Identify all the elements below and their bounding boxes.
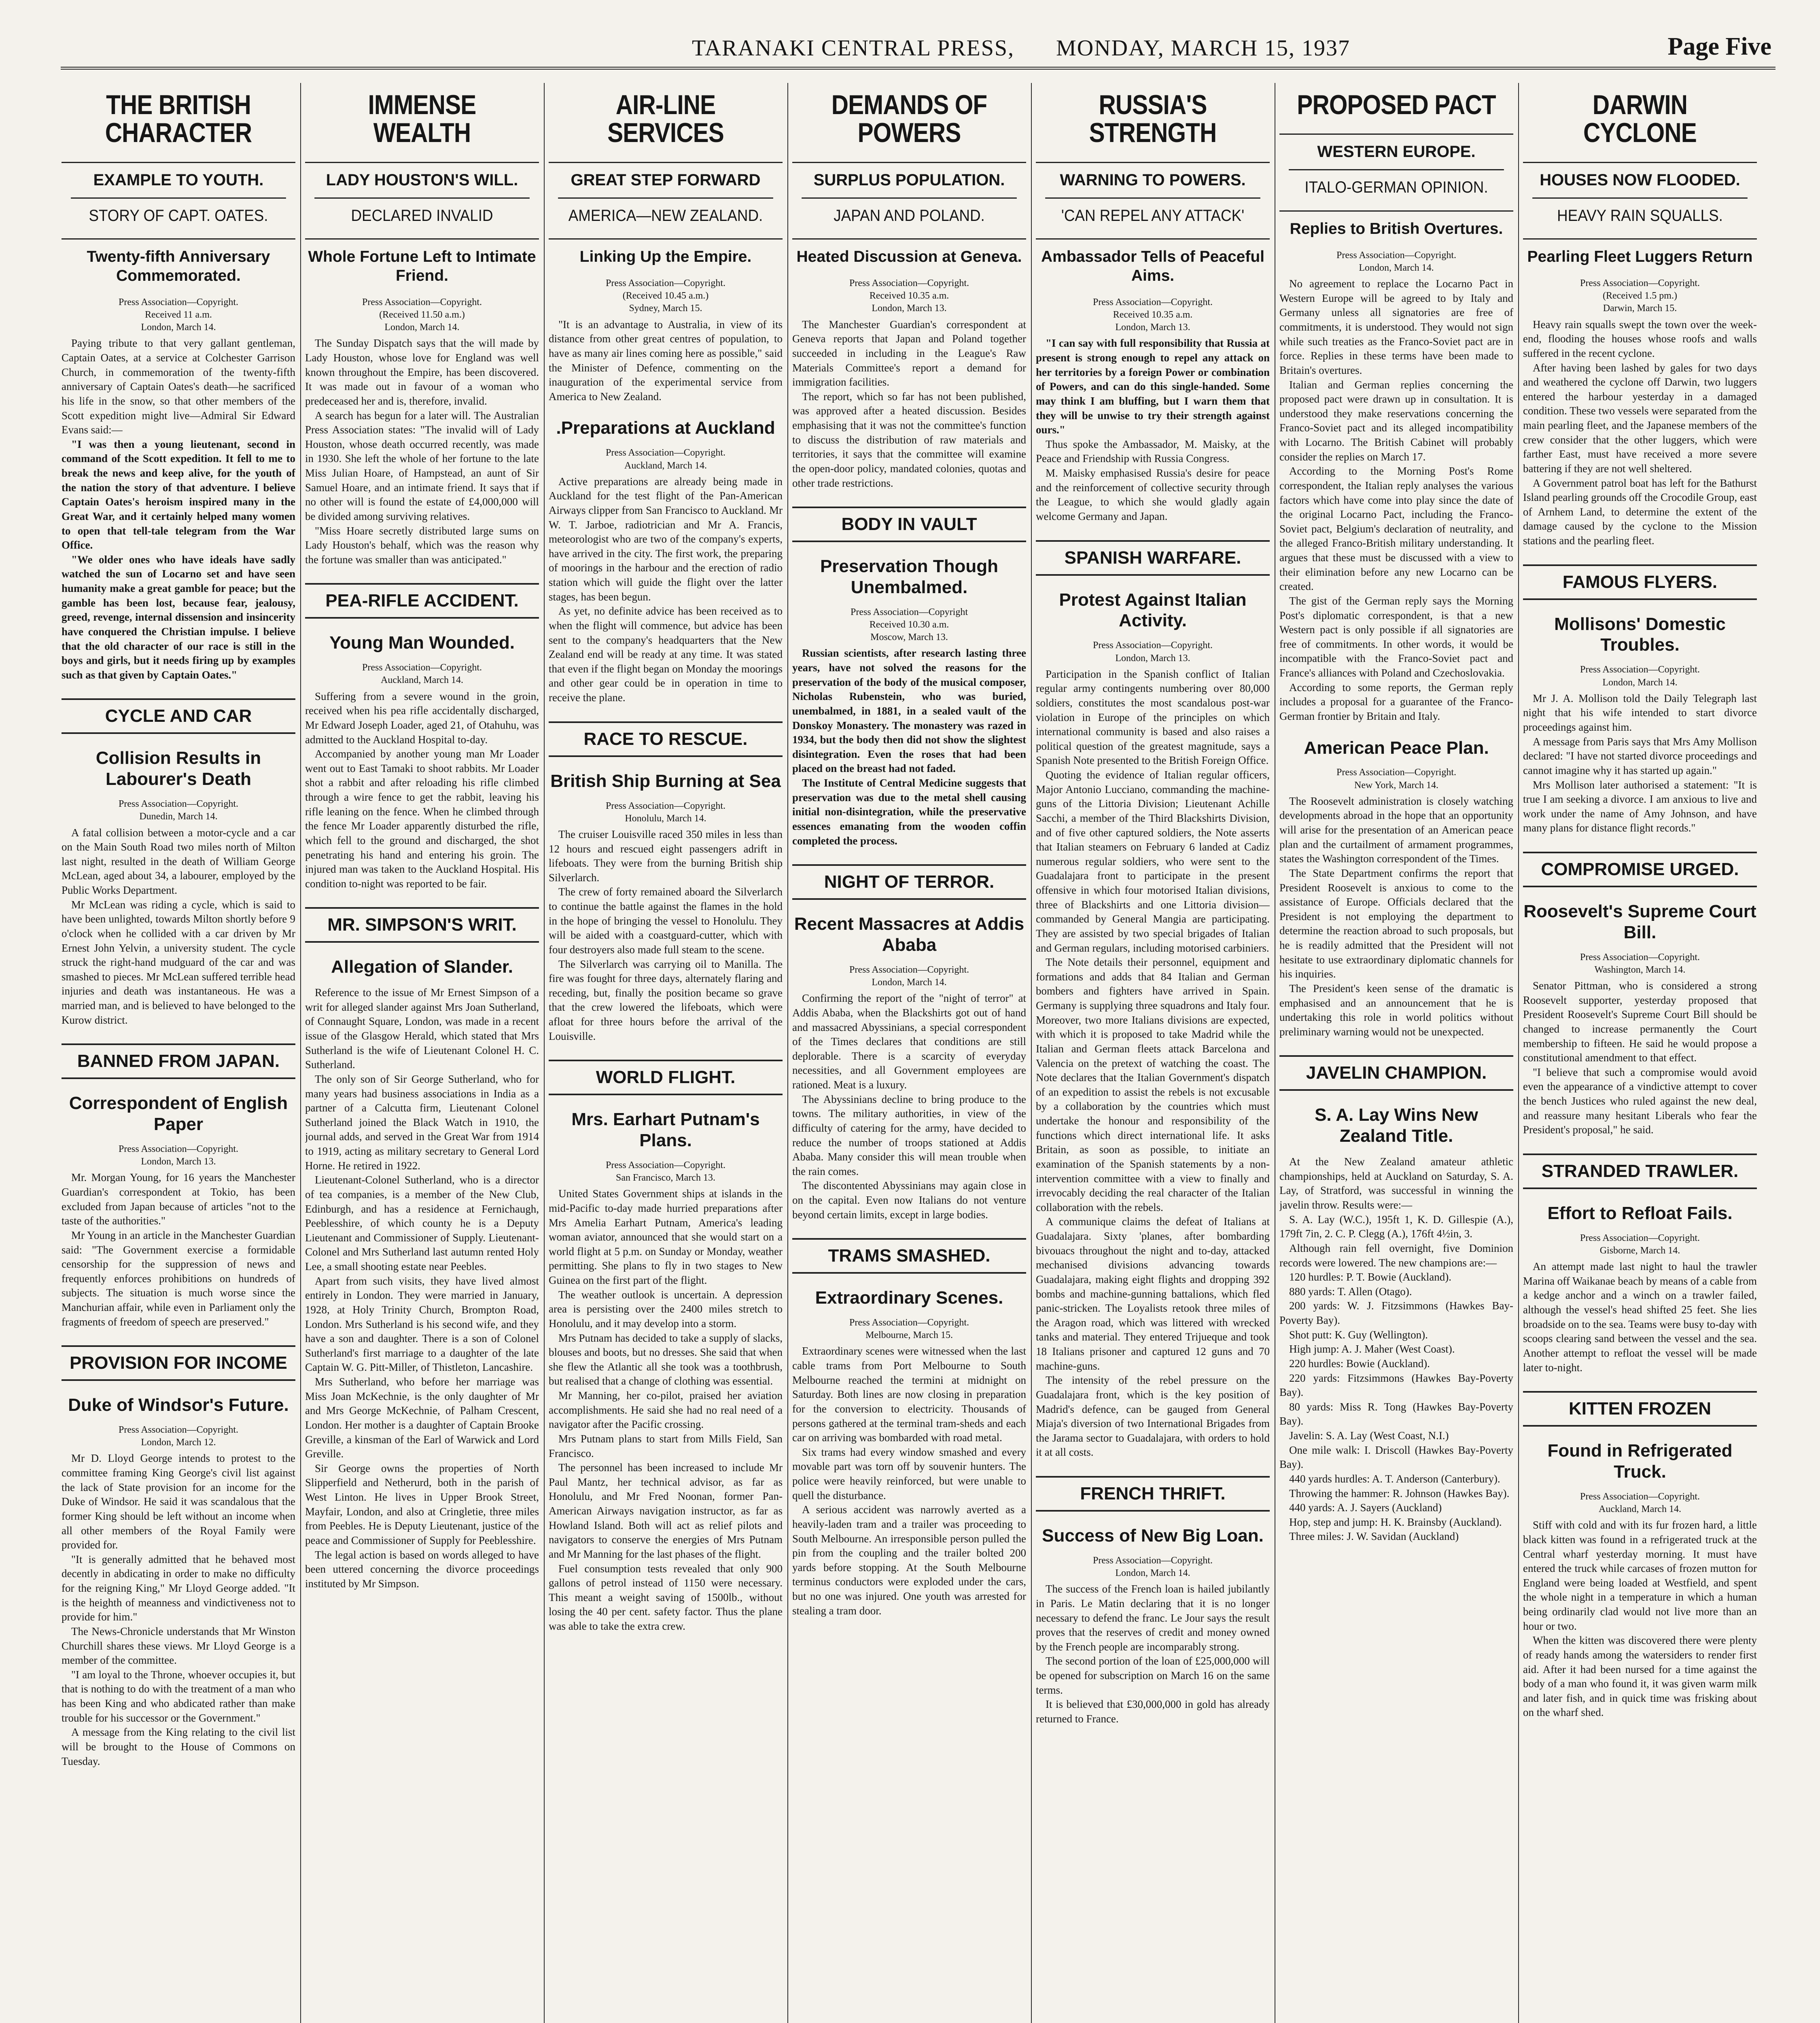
story-paragraph: The cruiser Louisville raced 350 miles in less than 12 hours and rescued eight passengers adrift in lifeboats. They were from the burning British ship Silverlarch.	[549, 828, 783, 884]
story-paragraph: "I was then a young lieutenant, second in command of the Scott expedition. It fell to me to break the news and keep alive, for the youth of the nation the story of that adventure. I believe Captain Oates's heroism inspired many in the Great War, and it certainly helped many women to open that tell-tale telegram from the War Office.	[62, 438, 295, 551]
story-kicker: RACE TO RESCUE.	[549, 721, 783, 757]
story-paragraph: The Note details their personnel, equipment and formations and adds that 84 Italian and German bombers and fighters have arrived in Spain. Germany is supplying three squadrons and Italy four. Moreover, two more Italians divisions are expected, with which it is proposed to take Madrid while the Italian and German fleets attack Barcelona and Valencia on the pretext of watching the coast. The Note declares that the Italian Government's dispatch of an expedition to assist the rebels is not excusable by a collaboration by the countries which must undertake the honour and responsibility of the functions which direct international life. It asks Britain, as soon as possible, to initiate an examination of the Spanish statements by a non-intervention committee with a view to finally and irrevocably deciding the real character of the Italian collaboration with the rebels.	[1036, 956, 1270, 1213]
story-headline: Collision Results in Labourer's Death	[95, 748, 261, 789]
story-paragraph: Thus spoke the Ambassador, M. Maisky, at the Peace and Friendship with Russia Congress.	[1036, 438, 1270, 465]
column-3	[549, 83, 783, 2023]
story-paragraph: Throwing the hammer: R. Johnson (Hawkes Bay).	[1289, 1487, 1510, 1499]
story-paragraph: The discontented Abyssinians may again close in on the capital. Even now Italians do not venture beyond certain limits, except in large bodies.	[792, 1179, 1026, 1221]
story-paragraph: The Institute of Central Medicine suggests that preservation was due to the metal shell causing initial non-disintegration, while the preservative essences emanating from the wooden coffin completed the process.	[792, 777, 1026, 847]
story-paragraph: The success of the French loan is hailed jubilantly in Paris. Le Matin declaring that it is no longer necessary to defend the franc. Le Jour says the result proves that the reserves of credit and money owned by the French people are incomparably strong.	[1036, 1583, 1270, 1653]
story-paragraph: The Manchester Guardian's correspondent at Geneva reports that Japan and Poland together succeeded in including in the League's Raw Materials Committee's report a demand for immigration facilities.	[792, 318, 1026, 388]
dateline-line: Press Association—Copyright.	[1580, 1232, 1700, 1243]
lead-headline: IMMENSE WEALTH	[368, 89, 476, 148]
story-paragraph: After having been lashed by gales for two days and weathered the cyclone off Darwin, two luggers entered the harbour yesterday in a damaged condition. These two vessels were separated from the main pearling fleet, and the Japanese members of the crew consider that the other luggers, which were farther East, must have received a more severe battering if they are not well sheltered.	[1523, 361, 1757, 475]
deck-heading: JAPAN AND POLAND.	[802, 197, 1017, 233]
dateline-line: Press Association—Copyright.	[1336, 767, 1456, 778]
column-7	[1523, 83, 1757, 2023]
dateline	[1523, 1232, 1757, 1257]
dateline	[1523, 277, 1757, 315]
column-1	[62, 83, 295, 2023]
paper-name: TARANAKI CENTRAL PRESS,	[692, 36, 1015, 61]
story-paragraph: The report, which so far has not been published, was approved after a heated discussion. Besides emphasising that it was not the committee's function to discuss the distribution of raw materials and territories, it says that the committee will examine the open-door policy, mandated colonies, quotas and other trade restrictions.	[792, 390, 1026, 489]
story-kicker: WORLD FLIGHT.	[549, 1060, 783, 1095]
dateline-line: Press Association—Copyright.	[605, 800, 725, 811]
dateline	[62, 1424, 295, 1449]
dateline	[1523, 1491, 1757, 1516]
dateline-line: London, March 14.	[141, 322, 216, 333]
dateline-line: Press Association—Copyright.	[1336, 250, 1456, 261]
column-rule	[544, 83, 545, 2023]
story-paragraph: Apart from such visits, they have lived almost entirely in London. They were married in January, 1928, at Holy Trinity Church, Brompton Road, London. Mrs Sutherland is his second wife, and they have a son and daughter. There is a son of Colonel Sutherland's first marriage to a daughter of the late Captain W. G. Pitt-Miller, of Thistleton, Lancashire.	[305, 1274, 539, 1374]
deck-subheading: Twenty-fifth Anniversary Commemorated.	[62, 238, 295, 286]
story-headline: Mollisons' Domestic Troubles.	[1554, 614, 1726, 655]
story-paragraph: 220 hurdles: Bowie (Auckland).	[1289, 1357, 1430, 1370]
story-headline: Correspondent of English Paper	[69, 1093, 288, 1134]
story-paragraph: Stiff with cold and with its fur frozen hard, a little black kitten was found in a refrigerated truck at the Central wharf yesterday morning. It must have entered the truck while carcases of frozen mutton for England were being loaded at Westfield, and spent the whole night in a temperature in which a human being ordinarily clad would not live more than an hour or two.	[1523, 1519, 1757, 1632]
story-paragraph: The second portion of the loan of £25,000,000 will be opened for subscription on March 16 on the same terms.	[1036, 1655, 1270, 1696]
story-paragraph: As yet, no definite advice has been received as to when the flight will commence, but advice has been sent to the company's headquarters that the New Zealand end will be ready at any time. It was stated that even if the flight began on Monday the moorings and other gear could be in operation in time to receive the plane.	[549, 605, 783, 704]
dateline-line: Press Association—Copyright.	[118, 799, 238, 810]
story-paragraph: The weather outlook is uncertain. A depression area is persisting over the 2400 miles stretch to Honolulu, and it may develop into a storm.	[549, 1288, 783, 1330]
story-kicker: NIGHT OF TERROR.	[792, 864, 1026, 900]
column-rule	[787, 83, 788, 2023]
dateline-line: Press Association—Copyright.	[605, 1160, 725, 1171]
dateline-line: (Received 11.50 a.m.)	[379, 310, 465, 320]
deck-heading: EXAMPLE TO YOUTH.	[62, 162, 295, 197]
deck-heading: GREAT STEP FORWARD	[549, 162, 783, 197]
dateline-line: London, March 12.	[141, 1437, 216, 1448]
lead-headline: AIR-LINE SERVICES	[607, 89, 724, 148]
deck-subheading: Heated Discussion at Geneva.	[792, 238, 1026, 267]
story-paragraph: A search has begun for a later will. The Australian Press Association states: "The invalid will of Lady Houston, whose death occurred recently, was made in 1930. She left the whole of her fortune to the late Miss Julian Hoare, of Hampstead, an aunt of Sir Samuel Hoare, and an intimate friend. It says that if no other will is found the estate of £4,000,000 will be divided among surviving relatives.	[305, 409, 539, 522]
lead-headline: RUSSIA'S STRENGTH	[1089, 89, 1217, 148]
dateline	[1523, 951, 1757, 976]
dateline-line: Press Association—Copyright.	[118, 1425, 238, 1436]
story-paragraph: At the New Zealand amateur athletic championships, held at Auckland on Saturday, S. A. Lay, of Stratford, was successful in winning the javelin throw. Results were:—	[1279, 1156, 1513, 1211]
deck-heading: DECLARED INVALID	[314, 197, 530, 233]
story-kicker: PROVISION FOR INCOME	[62, 1345, 295, 1381]
deck-heading: WARNING TO POWERS.	[1036, 162, 1270, 197]
story-paragraph: Participation in the Spanish conflict of Italian regular army contingents numbering over 80,000 soldiers, constitutes the most scandalous post-war violation in Europe of the principles on which international community is based and also raises a political question of the greatest magnitude, says a Spanish Note presented to the British Foreign Office.	[1036, 668, 1270, 767]
deck-heading: LADY HOUSTON'S WILL.	[305, 162, 539, 197]
story-paragraph: 120 hurdles: P. T. Bowie (Auckland).	[1289, 1271, 1451, 1283]
story-paragraph: The News-Chronicle understands that Mr Winston Churchill shares these views. Mr Lloyd George is a member of the committee.	[62, 1625, 295, 1667]
story-headline: .Preparations at Auckland	[556, 418, 775, 438]
dateline	[62, 798, 295, 823]
story-paragraph: The legal action is based on words alleged to have been uttered concerning the divorce proceedings instituted by Mr Simpson.	[305, 1548, 539, 1590]
story-paragraph: Mr McLean was riding a cycle, which is said to have been unlighted, towards Milton shortly before 9 o'clock when he collided with a car driven by Mr Ernest John Yelvin, a university student. The cycle struck the right-hand mudguard of the car and was smashed to pieces. Mr McLean suffered terrible head injuries and death was instantaneous. He was a married man, and is believed to have belonged to the Kurow district.	[62, 898, 295, 1026]
dateline-line: Sydney, March 15.	[629, 303, 702, 314]
dateline	[305, 662, 539, 687]
story-paragraph: Russian scientists, after research lasting three years, have not solved the reasons for the preservation of the body of the musical composer, Nicholas Rubenstein, who was buried, unembalmed, in 1881, in a sealed vault of the Donskoy Monastery. The monastery was razed in 1934, but the body then did not show the slightest disintegration. Even the roses that had been placed on the breast had not faded.	[792, 647, 1026, 775]
story-paragraph: "Miss Hoare secretly distributed large sums on Lady Houston's behalf, which was the reason why the fortune was smaller than was anticipated."	[305, 524, 539, 566]
story-paragraph: 80 yards: Miss R. Tong (Hawkes Bay-Poverty Bay).	[1279, 1400, 1513, 1427]
dateline-line: San Francisco, March 13.	[616, 1173, 715, 1183]
dateline-line: Press Association—Copyright.	[1092, 640, 1213, 651]
story-paragraph: United States Government ships at islands in the mid-Pacific to-day made hurried preparations after Mrs Amelia Earhart Putnam, America's leading woman aviator, announced that she would start on a world flight at 5 p.m. on Sunday or Monday, weather permitting. She plans to fly in two stages to New Guinea on the first part of the flight.	[549, 1188, 783, 1287]
deck-heading: AMERICA—NEW ZEALAND.	[558, 197, 773, 233]
story-paragraph: The crew of forty remained aboard the Silverlarch to continue the battle against the flames in the hold in the hope of bringing the vessel to Honolulu. They will be aided with a coastguard-cutter, which with four destroyers also made full steam to the scene.	[549, 886, 783, 956]
dateline-line: Auckland, March 14.	[1599, 1504, 1681, 1515]
story-paragraph: Confirming the report of the "night of terror" at Addis Ababa, when the Blackshirts got out of hand and massacred Abyssinians, a special correspondent of the Times declares that conditions are still deplorable. There is a scarcity of everyday necessities, and all Government employees are rationed. Meat is a luxury.	[792, 992, 1026, 1091]
story-paragraph: Mr Young in an article in the Manchester Guardian said: "The Government exercise a formidable censorship for the suppression of news and frequently enforces prohibitions on hundreds of subjects. The situation is much worse since the Manchurian affair, while even in Parliament only the fragments of freedom of speech are preserved."	[62, 1229, 295, 1328]
dateline-line: Received 10.30 a.m.	[869, 619, 949, 630]
story-paragraph: Paying tribute to that very gallant gentleman, Captain Oates, at a service at Colchester Garrison Church, in commemoration of the twenty-fifth anniversary of Captain Oates's death—he sacrificed his life in the snow, so that other members of the Scott expedition might live—Admiral Sir Edward Evans said:—	[62, 337, 295, 436]
deck-subheading: Ambassador Tells of Peaceful Aims.	[1036, 238, 1270, 286]
deck-heading: STORY OF CAPT. OATES.	[71, 197, 286, 233]
story-paragraph: "I believe that such a compromise would avoid even the appearance of a vindictive attempt to cover the bench Justices who ruled against the new deal, and reassure many hesitant Liberals who fear the President's proposal," he said.	[1523, 1066, 1757, 1136]
story-paragraph: The State Department confirms the report that President Roosevelt is anxious to come to the assistance of Europe. Officials declared that the President is not employing the department to determine the reaction abroad to such proposals, but he is readily admitted that the President will not hesitate to use extraordinary diplomatic channels for his inquiries.	[1279, 867, 1513, 980]
story-paragraph: The Silverlarch was carrying oil to Manilla. The fire was fought for three days, alternately flaring and receding, but, finally the position became so grave that the crew lowered the lifeboats, which were afloat for three hours before the arrival of the Louisville.	[549, 958, 783, 1042]
dateline-line: Gisborne, March 14.	[1599, 1245, 1680, 1256]
dateline-line: Press Association—Copyright.	[1092, 1555, 1213, 1566]
story-paragraph: A Government patrol boat has left for the Bathurst Island pearling grounds off the Crocodile Group, east of Arnhem Land, to determine the extent of the damage caused by the cyclone to the Mission stations and the pearling fleet.	[1523, 477, 1757, 547]
story-paragraph: "It is an advantage to Australia, in view of its distance from other great centres of population, to have as many air lines coming here as possible," said the Minister of Defence, commenting on the inauguration of the experimental service from America to New Zealand.	[549, 318, 783, 403]
dateline-line: Press Association—Copyright.	[362, 297, 482, 307]
story-paragraph: Mr J. A. Mollison told the Daily Telegraph last night that his wife intended to start divorce proceedings against him.	[1523, 692, 1757, 734]
story-kicker: STRANDED TRAWLER.	[1523, 1154, 1757, 1189]
dateline-line: New York, March 14.	[1354, 780, 1438, 791]
story-paragraph: M. Maisky emphasised Russia's desire for peace and the reinforcement of collective security through the League, to which she would gladly again welcome Germany and Japan.	[1036, 467, 1270, 522]
dateline-line: (Received 1.5 pm.)	[1603, 291, 1677, 301]
story-headline: British Ship Burning at Sea	[550, 771, 781, 791]
story-paragraph: The gist of the German reply says the Morning Post's diplomatic correspondent, is that a new Western pact is only possible if all signatories are free of commitments. In other words, it would be incompatible with the Franco-Soviet pact and France's alliances with Poland and Czechoslovakia.	[1279, 594, 1513, 679]
dateline-line: Press Association—Copyright	[850, 606, 968, 617]
dateline-line: Dunedin, March 14.	[139, 811, 218, 822]
dateline-line: Press Association—Copyright.	[605, 278, 725, 289]
deck-heading: HOUSES NOW FLOODED.	[1523, 162, 1757, 197]
masthead	[61, 30, 1775, 70]
column-4	[792, 83, 1026, 2023]
dateline	[305, 296, 539, 334]
dateline	[792, 277, 1026, 315]
dateline-line: Press Association—Copyright.	[1580, 952, 1700, 963]
deck-subheading: Replies to British Overtures.	[1279, 210, 1513, 239]
story-paragraph: A message from the King relating to the civil list will be brought to the House of Commons on Tuesday.	[62, 1726, 295, 1767]
lead-headline: DEMANDS OF POWERS	[831, 89, 987, 148]
story-paragraph: The Abyssinians decline to bring produce to the towns. The military authorities, in view of the difficulty of catering for the army, have decided to reduce the number of troops stationed at Addis Ababa. Many consider this will mean trouble when the rain comes.	[792, 1093, 1026, 1177]
dateline	[1036, 1554, 1270, 1580]
deck-subheading: Linking Up the Empire.	[549, 238, 783, 267]
story-kicker: MR. SIMPSON'S WRIT.	[305, 907, 539, 943]
story-paragraph: A communique claims the defeat of Italians at Guadalajara. Sixty 'planes, after bombarding bivouacs throughout the night and to-day, attacked mechanised divisions advancing towards Guadalajara, making eight flights and dropping 392 bombs and machine-gunning battalions, which fled panic-stricken. The Loyalists retook three miles of the Aragon road, which was littered with wrecked tanks and material. They entered Trijueque and took 18 Italians prisoner and captured 12 guns and 70 machine-guns.	[1036, 1215, 1270, 1372]
dateline-line: Received 11 a.m.	[145, 310, 212, 320]
dateline-line: (Received 10.45 a.m.)	[622, 291, 709, 301]
story-paragraph: Mr. Morgan Young, for 16 years the Manchester Guardian's correspondent at Tokio, has been excluded from Japan because of articles "not to the taste of the authorities."	[62, 1171, 295, 1227]
dateline-line: Auckland, March 14.	[624, 460, 707, 471]
story-paragraph: Mrs Putnam plans to start from Mills Field, San Francisco.	[549, 1432, 783, 1459]
lead-headline: DARWIN CYCLONE	[1583, 89, 1697, 148]
deck-subheading: Pearling Fleet Luggers Return	[1523, 238, 1757, 267]
dateline-line: Press Association—Copyright.	[849, 278, 969, 289]
story-headline: Preservation Though Unembalmed.	[820, 556, 999, 597]
story-kicker: KITTEN FROZEN	[1523, 1391, 1757, 1427]
column-6	[1279, 83, 1513, 2023]
story-paragraph: "It is generally admitted that he behaved most decently in abdicating in order to make no difficulty for the reigning King," Mr Lloyd George added. "It is the heighth of meanness and vindictiveness not to provide for him."	[62, 1553, 295, 1623]
story-headline: Success of New Big Loan.	[1042, 1525, 1264, 1546]
story-paragraph: Mr Manning, her co-pilot, praised her aviation accomplishments. He said she had no real need of a navigator after the Pacific crossing.	[549, 1389, 783, 1431]
page-number: Page Five	[1667, 33, 1771, 60]
story-paragraph: According to the Morning Post's Rome correspondent, the Italian reply analyses the various factors which have come into play since the date of the original Locarno Pact, including the Franco-Soviet pact, Belgium's declaration of neutrality, and the alleged Franco-British military understanding. It argues that these must be discussed with a view to their elimination before any new Locarno can be created.	[1279, 465, 1513, 593]
dateline-line: London, March 14.	[872, 977, 947, 988]
story-paragraph: "We older ones who have ideals have sadly watched the sun of Locarno set and have seen humanity make a great gamble for peace; but the gamble has been lost, because fear, jealousy, greed, revenge, internal dissension and insincerity have conquered the Christian impulse. I believe that the old character of our race is still in the boys and girls, but it needs firing up by examples such as that given by Captain Oates."	[62, 553, 295, 681]
dateline	[1523, 664, 1757, 689]
dateline	[1036, 296, 1270, 334]
dateline-line: Press Association—Copyright.	[1580, 664, 1700, 675]
story-paragraph: Although rain fell overnight, five Dominion records were lowered. The new champions are:—	[1279, 1242, 1513, 1269]
story-paragraph: According to some reports, the German reply includes a proposal for a guarantee of the Franco-German frontier by Britain and Italy.	[1279, 681, 1513, 722]
story-paragraph: Senator Pittman, who is considered a strong Roosevelt supporter, yesterday proposed that President Roosevelt's Supreme Court Bill should be changed to increase permanently the Court membership to fifteen. He said he would propose a constitutional amendment to that effect.	[1523, 980, 1757, 1064]
dateline-line: Received 10.35 a.m.	[869, 291, 949, 301]
story-kicker: FRENCH THRIFT.	[1036, 1476, 1270, 1512]
lead-headline: PROPOSED PACT	[1297, 89, 1496, 120]
story-headline: Extraordinary Scenes.	[815, 1288, 1003, 1308]
story-paragraph: Heavy rain squalls swept the town over the week-end, flooding the houses whose roofs and walls suffered in the recent cyclone.	[1523, 318, 1757, 359]
story-headline: Mrs. Earhart Putnam's Plans.	[571, 1109, 760, 1151]
story-paragraph: The only son of Sir George Sutherland, who for many years had business associations in India as a partner of a Calcutta firm, Lieutenant Colonel Sutherland joined the Black Watch in 1910, the journal adds, and served in the Great War from 1914 to 1919, acting as military secretary to General Lord Horne. He retired in 1922.	[305, 1073, 539, 1172]
dateline-line: London, March 13.	[141, 1156, 216, 1167]
story-paragraph: High jump: A. J. Maher (West Coast).	[1289, 1343, 1455, 1355]
column-rule	[1518, 83, 1519, 2023]
story-paragraph: Hop, step and jump: H. K. Brainsby (Auckland).	[1289, 1516, 1502, 1528]
story-paragraph: "I can say with full responsibility that Russia at present is strong enough to repel any attack on her territories by a foreign Power or combination of Powers, and can do this single-handed. Some may think I am bluffing, but I warn them that they will be unwise to try their strength against ours."	[1036, 337, 1270, 436]
story-headline: Recent Massacres at Addis Ababa	[794, 914, 1025, 955]
deck-subheading: Whole Fortune Left to Intimate Friend.	[305, 238, 539, 286]
dateline-line: Press Association—Copyright.	[849, 1317, 969, 1328]
story-paragraph: The Sunday Dispatch says that the will made by Lady Houston, whose love for England was well known throughout the Empire, has been discovered. It was made out in favour of a woman who predeceased her and is, therefore, invalid.	[305, 337, 539, 407]
story-paragraph: 880 yards: T. Allen (Otago).	[1289, 1285, 1412, 1298]
dateline-line: Moscow, March 13.	[870, 632, 948, 643]
dateline-line: Press Association—Copyright.	[1580, 278, 1700, 289]
story-paragraph: Mrs Sutherland, who before her marriage was Miss Joan McKechnie, is the only daughter of Mr and Mrs George McKechnie, of Palham Crescent, London. Her mother is a daughter of Captain Brooke Greville, a kinsman of the Earl of Warwick and Lord Greville.	[305, 1376, 539, 1460]
story-paragraph: 200 yards: W. J. Fitzsimmons (Hawkes Bay-Poverty Bay).	[1279, 1300, 1513, 1326]
dateline-line: Press Association—Copyright.	[118, 297, 238, 307]
dateline-line: Melbourne, March 15.	[865, 1330, 953, 1341]
story-paragraph: Lieutenant-Colonel Sutherland, who is a director of tea companies, is a member of the New Club, Edinburgh, and has a residence at Fernichaugh, Peeblesshire, of which county he is a Deputy Lieutenant and Commissioner of Supply. Lieutenant-Colonel and Mrs Sutherland last autumn rented Holy Lee, a small shooting estate near Peebles.	[305, 1174, 539, 1273]
dateline	[792, 1317, 1026, 1342]
dateline-line: Received 10.35 a.m.	[1113, 310, 1193, 320]
dateline-line: Press Association—Copyright.	[849, 964, 969, 975]
story-kicker: JAVELIN CHAMPION.	[1279, 1055, 1513, 1091]
story-paragraph: Six trams had every window smashed and every movable part was torn off by souvenir hunters. The police were heavily reinforced, but were unable to quell the disturbance.	[792, 1446, 1026, 1501]
story-paragraph: Italian and German replies concerning the proposed pact were drawn up in consultation. It is understood they make reservations concerning the Franco-Soviet pact and its alleged incompatibility with Locarno. The British Cabinet will probably consider the replies on March 17.	[1279, 378, 1513, 463]
story-paragraph: 440 yards: A. J. Sayers (Auckland)	[1289, 1501, 1442, 1514]
story-paragraph: An attempt made last night to haul the trawler Marina off Waikanae beach by means of a cable from a kedge anchor and a winch on a trawler failed, although the vessel's head shifted 25 feet. She lies broadside on to the sea. Teams were busy to-day with scoops clearing sand between the vessel and the sea. Another attempt to refloat the vessel will be made later to-night.	[1523, 1260, 1757, 1374]
story-paragraph: 220 yards: Fitzsimmons (Hawkes Bay-Poverty Bay).	[1279, 1372, 1513, 1399]
story-kicker: BANNED FROM JAPAN.	[62, 1043, 295, 1079]
deck-heading: SURPLUS POPULATION.	[792, 162, 1026, 197]
story-kicker: COMPROMISE URGED.	[1523, 852, 1757, 887]
story-headline: Effort to Refloat Fails.	[1547, 1203, 1733, 1223]
dateline-line: London, March 14.	[1602, 677, 1678, 688]
dateline-line: Auckland, March 14.	[381, 675, 463, 686]
story-paragraph: Reference to the issue of Mr Ernest Simpson of a writ for alleged slander against Mrs Joan Sutherland, of Connaught Square, London, was made in a recent issue of the Glasgow Herald, which stated that Mrs Sutherland is the wife of Lieutenant Colonel H. C. Sutherland.	[305, 986, 539, 1071]
story-paragraph: A serious accident was narrowly averted as a heavily-laden tram and a trailer was proceeding to South Melbourne. An irresponsible person pulled the pin from the coupling and the trailer bolted 200 yards before stopping. At the South Melbourne terminus conductors were exploded under the cars, but no one was injured. One youth was arrested for stealing a tram door.	[792, 1503, 1026, 1617]
story-paragraph: Mr D. Lloyd George intends to protest to the committee framing King George's civil list against the lack of State provision for an income for the Duke of Windsor. He said it was scandalous that the former King should be left without an income when all other members of the Royal Family were provided for.	[62, 1452, 295, 1551]
story-headline: Duke of Windsor's Future.	[68, 1395, 289, 1415]
story-paragraph: Three miles: J. W. Savidan (Auckland)	[1289, 1530, 1459, 1543]
story-paragraph: A fatal collision between a motor-cycle and a car on the Main South Road two miles north of Milton last night, resulted in the death of William George McLean, aged about 34, a labourer, employed by the Public Works Department.	[62, 826, 295, 897]
story-headline: Young Man Wounded.	[329, 633, 515, 653]
column-rule	[300, 83, 301, 2023]
dateline-line: Washington, March 14.	[1594, 964, 1686, 975]
deck-heading: WESTERN EUROPE.	[1279, 134, 1513, 169]
dateline	[1279, 249, 1513, 274]
story-paragraph: 440 yards hurdles: A. T. Anderson (Canterbury).	[1289, 1472, 1500, 1485]
dateline-line: London, March 13.	[1115, 653, 1190, 664]
dateline-line: London, March 14.	[1115, 1568, 1190, 1579]
story-paragraph: When the kitten was discovered there were plenty of ready hands among the watersiders to render first aid. After it had been nursed for a time against the body of a man who found it, it was given warm milk and later fish, and in quick time was frisking about on the wharf shed.	[1523, 1634, 1757, 1719]
deck-heading: 'CAN REPEL ANY ATTACK'	[1045, 197, 1260, 233]
dateline	[792, 964, 1026, 989]
story-headline: Allegation of Slander.	[331, 957, 513, 977]
story-headline: Protest Against Italian Activity.	[1059, 590, 1247, 631]
story-kicker: TRAMS SMASHED.	[792, 1238, 1026, 1274]
story-paragraph: Shot putt: K. Guy (Wellington).	[1289, 1328, 1428, 1341]
story-kicker: CYCLE AND CAR	[62, 698, 295, 734]
story-paragraph: Javelin: S. A. Lay (West Coast, N.I.)	[1289, 1429, 1449, 1442]
story-paragraph: "I am loyal to the Throne, whoever occupies it, but that is nothing to do with the treatment of a man who has been King and who abdicated rather than make trouble for his successor or the Government."	[62, 1668, 295, 1724]
dateline-line: Honolulu, March 14.	[625, 813, 706, 824]
story-paragraph: Accompanied by another young man Mr Loader went out to East Tamaki to shoot rabbits. Mr Loader shot a rabbit and after reloading his rifle climbed through a wire fence to get the rabbit, leaving his rifle leaning on the fence. When he climbed through the fence Mr Loader apparently disturbed the rifle, which fell to the ground and discharged, the shot penetrating his hand and entering his groin. The injured man was taken to the Auckland Hospital. His condition to-night was reported to be fair.	[305, 748, 539, 890]
lead-headline: THE BRITISH CHARACTER	[105, 89, 252, 148]
story-paragraph: Sir George owns the properties of North Slipperfield and Netherurd, both in the parish of West Linton. He lives in Upper Brook Street, Mayfair, London, and also at Cringletie, three miles from Peebles. He is Deputy Lieutenant, justice of the peace and Commissioner of Supply for Peeblesshire.	[305, 1462, 539, 1546]
story-paragraph: Suffering from a severe wound in the groin, received when his pea rifle accidentally discharged, Mr Edward Joseph Loader, aged 21, of Otahuhu, was admitted to the Auckland Hospital to-day.	[305, 690, 539, 746]
story-paragraph: Active preparations are already being made in Auckland for the test flight of the Pan-American Airways clipper from San Francisco to Auckland. Mr W. T. Jarboe, radiotrician and Mr A. Francis, meteorologist who are two of the company's experts, have arrived in the city. The first work, the preparing of moorings in the harbour and the erection of radio station which will guide the flight over the latter stages, has been begun.	[549, 475, 783, 603]
dateline-line: Press Association—Copyright.	[362, 662, 482, 673]
story-paragraph: One mile walk: I. Driscoll (Hawkes Bay-Poverty Bay).	[1279, 1444, 1513, 1471]
story-paragraph: Mrs Putnam has decided to take a supply of slacks, blouses and boots, but no dresses. She said that when she flew the Atlantic all she took was a toothbrush, but realised that a change of clothing was essential.	[549, 1332, 783, 1387]
story-paragraph: Quoting the evidence of Italian regular officers, Major Antonio Lucciano, commanding the machine-guns of the Littoria Division; Lieutenant Achille Sacchi, a member of the Third Blackshirts Division, and of five other captured soldiers, the Note asserts that Italian steamers on February 6 landed at Cadiz numerous regular soldiers, who were sent to the Guadalajara front to participate in the present offensive in which four motorised Italian divisions, three of Blackshirts and one Littoria division—commanded by General Mangia are participating. They are assisted by two special brigades of Italian and German regulars, including motorised carbiniers.	[1036, 769, 1270, 954]
dateline	[792, 606, 1026, 644]
story-kicker: FAMOUS FLYERS.	[1523, 564, 1757, 600]
column-rule	[1031, 83, 1032, 2023]
story-headline: Found in Refrigerated Truck.	[1547, 1441, 1733, 1482]
dateline	[1036, 639, 1270, 664]
dateline-line: Press Association—Copyright.	[1580, 1491, 1700, 1502]
deck-heading: ITALO-GERMAN OPINION.	[1289, 169, 1504, 205]
story-headline: S. A. Lay Wins New Zealand Title.	[1315, 1105, 1478, 1146]
dateline	[1279, 766, 1513, 791]
dateline	[62, 1143, 295, 1168]
story-paragraph: Fuel consumption tests revealed that only 900 gallons of petrol instead of 1150 were necessary. This meant a weight saving of 1500lb., without losing the 40 per cent. safety factor. Thus the plane was able to take the extra crew.	[549, 1562, 783, 1633]
story-paragraph: No agreement to replace the Locarno Pact in Western Europe will be agreed to by Italy and Germany unless all signatories are free of commitments, it is understood. They would not sign while such treaties as the Franco-Soviet pact are in force. Replies in these terms have been made to Britain's overtures.	[1279, 278, 1513, 376]
dateline	[549, 447, 783, 472]
deck-heading: HEAVY RAIN SQUALLS.	[1532, 197, 1748, 233]
story-paragraph: The intensity of the rebel pressure on the Guadalajara front, which is the key position of Madrid's defence, can be gauged from General Miaja's diversion of two International Brigades from the Jarama sector to Guadalajara, with orders to hold it at all costs.	[1036, 1374, 1270, 1459]
story-paragraph: S. A. Lay (W.C.), 195ft 1, K. D. Gillespie (A.), 179ft 7in, 2. C. P. Clegg (A.), 176ft 4½in, 3.	[1279, 1213, 1513, 1240]
dateline-line: Press Association—Copyright.	[118, 1144, 238, 1155]
story-headline: American Peace Plan.	[1304, 738, 1489, 758]
dateline-line: Darwin, March 15.	[1603, 303, 1677, 314]
story-paragraph: The President's keen sense of the dramatic is emphasised and an announcement that he is undertaking this role in world politics without preliminary warning would not be unexpected.	[1279, 982, 1513, 1038]
story-paragraph: A message from Paris says that Mrs Amy Mollison declared: "I have not started divorce proceedings and cannot imagine why it has started up again."	[1523, 735, 1757, 776]
dateline	[549, 800, 783, 825]
dateline-line: London, March 13.	[872, 303, 947, 314]
dateline-line: Press Association—Copyright.	[605, 447, 725, 458]
story-paragraph: Mrs Mollison later authorised a statement: "It is true I am seeking a divorce. I am anxious to live and work under the name of Amy Johnson, and have many plans for distance flight records."	[1523, 778, 1757, 834]
dateline-line: London, March 14.	[384, 322, 460, 333]
column-2	[305, 83, 539, 2023]
story-kicker: PEA-RIFLE ACCIDENT.	[305, 583, 539, 619]
dateline	[549, 1159, 783, 1184]
story-headline: Roosevelt's Supreme Court Bill.	[1523, 901, 1756, 942]
dateline-line: London, March 13.	[1115, 322, 1190, 333]
issue-date: MONDAY, MARCH 15, 1937	[1056, 36, 1351, 61]
dateline-line: Press Association—Copyright.	[1092, 297, 1213, 307]
dateline-line: London, March 14.	[1359, 262, 1434, 273]
column-5	[1036, 83, 1270, 2023]
story-paragraph: Extraordinary scenes were witnessed when the last cable trams from Port Melbourne to South Melbourne reached the termini at midnight on Saturday. Both lines are now closing in preparation for the conversion to electricity. Thousands of persons gathered at the terminal tram-sheds and each car on arriving was bombarded with road metal.	[792, 1345, 1026, 1444]
dateline	[62, 296, 295, 334]
story-kicker: BODY IN VAULT	[792, 507, 1026, 542]
story-kicker: SPANISH WARFARE.	[1036, 540, 1270, 576]
story-paragraph: It is believed that £30,000,000 in gold has already returned to France.	[1036, 1698, 1270, 1725]
story-paragraph: The Roosevelt administration is closely watching developments abroad in the hope that an opportunity will arise for the presentation of an American peace plan and the curtailment of armament programmes, states the Washington correspondent of the Times.	[1279, 795, 1513, 865]
dateline	[549, 277, 783, 315]
story-paragraph: The personnel has been increased to include Mr Paul Mantz, her technical advisor, as far as Honolulu, and Mr Fred Noonan, former Pan-American Airways navigation instructor, as far as Howland Island. Both will act as relief pilots and navigators to conserve the energies of Mrs Putnam and Mr Manning for the last phases of the flight.	[549, 1461, 783, 1560]
